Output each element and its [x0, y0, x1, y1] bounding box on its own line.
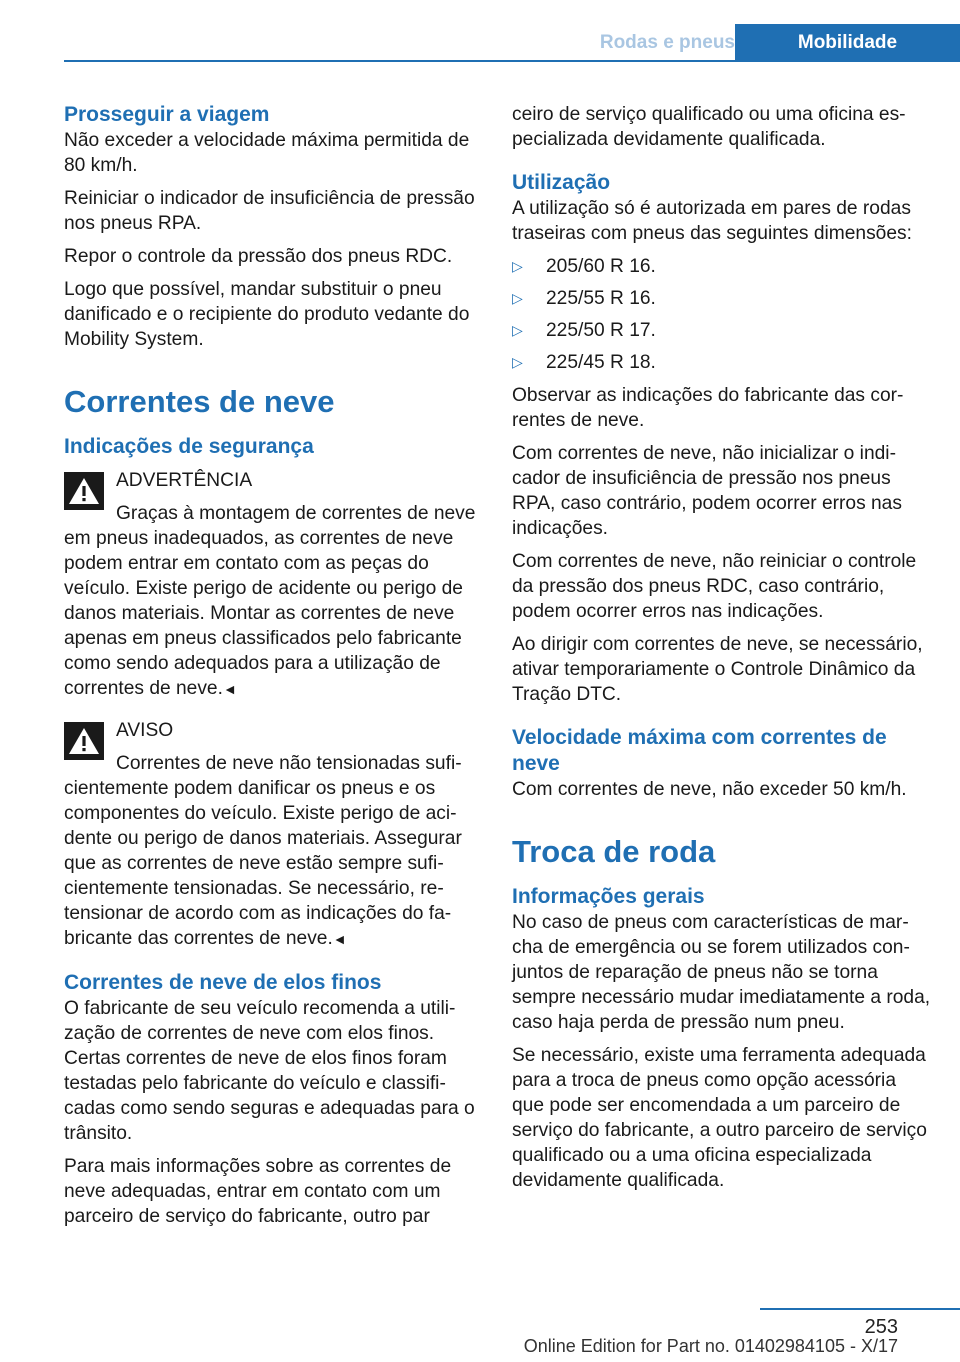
use-paragraph-2: Observar as indicações do fabricante das correntes de neve. — [512, 385, 904, 431]
warning-triangle-icon — [64, 722, 104, 760]
tire-size: 225/45 R 18. — [546, 352, 656, 373]
list-item — [512, 350, 932, 375]
tire-size: 225/50 R 17. — [546, 320, 656, 341]
warning-block-1 — [64, 468, 480, 702]
continue-paragraph-3: Repor o controle da pressão dos pneus RDC. — [64, 246, 453, 267]
general-info-heading: Informações gerais — [512, 885, 705, 908]
warning-1-title: ADVERTÊNCIA — [116, 470, 253, 491]
fine-chains-paragraph-1: O fabricante de seu veículo recomenda a utilização de correntes de neve com elos finos. Certas correntes de neve de elos finos foram testadas pelo fabricante do veículo e classificadas como sendo seguras e adequadas para o trânsito. — [64, 998, 475, 1144]
use-paragraph-5: Ao dirigir com correntes de neve, se necessário, ativar temporariamente o Controle Dinâmico da Tração DTC. — [512, 634, 923, 705]
warning-2-title: AVISO — [116, 720, 174, 741]
use-paragraph-4: Com correntes de neve, não reiniciar o controle da pressão dos pneus RDC, caso contrário, podem ocorrer erros nas indicações. — [512, 551, 917, 622]
right-column — [512, 102, 932, 1201]
triangle-bullet-icon: ▷ — [512, 258, 523, 274]
triangle-bullet-icon: ▷ — [512, 354, 523, 370]
snow-chains-heading: Correntes de neve — [64, 384, 335, 419]
warning-block-2 — [64, 718, 480, 952]
list-item — [512, 286, 932, 311]
fine-chains-heading: Correntes de neve de elos finos — [64, 971, 382, 994]
wheel-change-heading: Troca de roda — [512, 834, 716, 869]
tire-size-list — [512, 254, 932, 375]
continue-paragraph-1: Não exceder a velocidade máxima permitida de 80 km/h. — [64, 130, 470, 176]
max-speed-heading: Velocidade máxima com correntes de neve — [512, 726, 887, 775]
tire-size: 205/60 R 16. — [546, 256, 656, 277]
end-mark: ◄ — [222, 681, 237, 697]
use-paragraph-1: A utilização só é autorizada em pares de rodas traseiras com pneus das seguintes dimensões: — [512, 198, 912, 244]
left-column — [64, 102, 480, 1237]
end-mark: ◄ — [332, 931, 347, 947]
warning-1-text: Graças à montagem de correntes de neve em pneus inadequados, as correntes de neve podem entrar em contato com as peças do veículo. Existe perigo de acidente ou perigo de danos materiais. Montar as correntes de neve apenas em pneus classificados pelo fabricante como sendo adequados para a utilização de correntes de neve. — [64, 503, 476, 699]
triangle-bullet-icon: ▷ — [512, 322, 523, 338]
header-chapter-tab: Mobilidade — [735, 24, 960, 62]
use-paragraph-3: Com correntes de neve, não inicializar o indicador de insuficiência de pressão nos pneus RPA, caso contrário, podem ocorrer erros nas indicações. — [512, 443, 902, 539]
continued-paragraph: ceiro de serviço qualificado ou uma oficina especializada devidamente qualificada. — [512, 104, 906, 150]
tire-size: 225/55 R 16. — [546, 288, 656, 309]
fine-chains-paragraph-2: Para mais informações sobre as correntes de neve adequadas, entrar em contato com um parceiro de serviço do fabricante, outro par — [64, 1156, 452, 1227]
use-heading: Utilização — [512, 171, 611, 194]
page-header — [64, 24, 960, 62]
header-section-title: Rodas e pneus — [599, 32, 735, 53]
general-paragraph-1: No caso de pneus com características de marcha de emergência ou se forem utilizados conjuntos de reparação de pneus não se torna sempre necessário mudar imediatamente a roda, caso haja perda de pressão num pneu. — [512, 912, 931, 1033]
header-rule — [64, 60, 960, 62]
general-paragraph-2: Se necessário, existe uma ferramenta adequada para a troca de pneus como opção acessória que pode ser encomendada a um parceiro de serviço do fabricante, a outro parceiro de serviço qualificado ou a uma oficina especializada devidamente qualificada. — [512, 1045, 927, 1191]
max-speed-paragraph: Com correntes de neve, não exceder 50 km/h. — [512, 779, 907, 800]
continue-paragraph-4: Logo que possível, mandar substituir o pneu danificado e o recipiente do produto vedante do Mobility System. — [64, 279, 470, 350]
triangle-bullet-icon: ▷ — [512, 290, 523, 306]
list-item — [512, 254, 932, 279]
continue-heading: Prosseguir a viagem — [64, 103, 270, 126]
page-number: 253 — [864, 1316, 898, 1338]
warning-2-text: Correntes de neve não tensionadas suficientemente podem danificar os pneus e os componentes do veículo. Existe perigo de acidente ou perigo de danos materiais. Assegurar que as correntes de neve estão sempre suficientemente tensionadas. Se necessário, retensionar de acordo com as indicações do fabricante das correntes de neve. — [64, 753, 462, 949]
list-item — [512, 318, 932, 343]
safety-heading: Indicações de segurança — [64, 435, 314, 458]
footer-edition: Online Edition for Part no. 01402984105 - X/17 — [523, 1336, 898, 1356]
warning-triangle-icon — [64, 472, 104, 510]
footer-rule — [760, 1308, 960, 1310]
continue-paragraph-2: Reiniciar o indicador de insuficiência de pressão nos pneus RPA. — [64, 188, 475, 234]
